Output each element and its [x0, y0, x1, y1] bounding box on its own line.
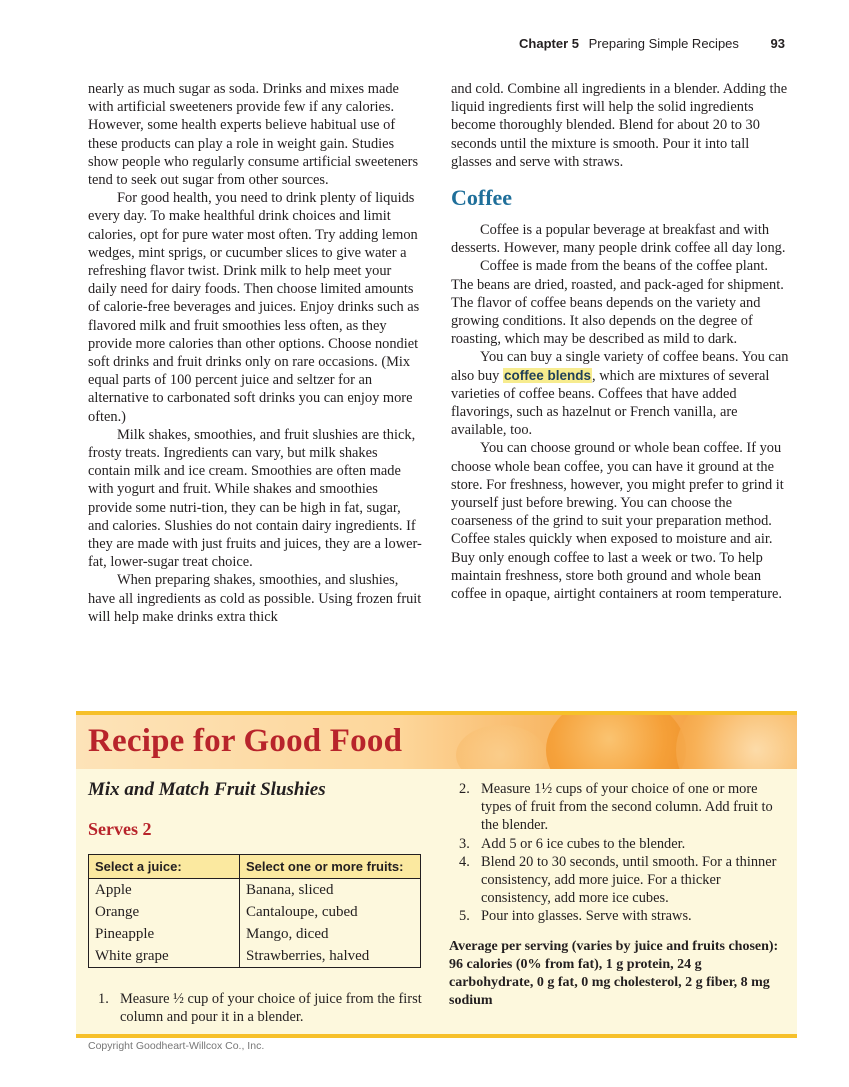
copyright-footer: Copyright Goodheart-Willcox Co., Inc. — [88, 1040, 265, 1052]
recipe-step — [449, 835, 784, 853]
table-cell: Mango, diced — [240, 923, 421, 945]
ingredient-table — [88, 854, 421, 968]
step-number: 4. — [459, 853, 470, 870]
table-cell: White grape — [89, 945, 240, 968]
step-number: 2. — [459, 781, 470, 797]
recipe-title: Mix and Match Fruit Slushies — [88, 779, 326, 800]
paragraph: Coffee is a popular beverage at breakfast and with desserts. However, many people drink coffee all day long. — [451, 222, 786, 257]
step-text: Pour into glasses. Serve with straws. — [481, 908, 692, 925]
recipe-steps — [449, 780, 784, 926]
nutrition-info: Average per serving (varies by juice and fruits chosen): 96 calories (0% from fat), 1 g protein, 24 g carbohydrate, 0 g fat, 0 mg cholesterol, 2 g fiber, 8 mg sodium — [449, 938, 779, 1009]
section-heading-coffee: Coffee — [451, 185, 513, 211]
paragraph — [451, 348, 791, 439]
recipe-step — [449, 780, 784, 835]
table-cell: Pineapple — [89, 923, 240, 945]
orange-slice-image — [676, 715, 797, 769]
table-cell: Banana, sliced — [240, 879, 421, 902]
table-row — [89, 923, 421, 945]
recipe-step — [449, 907, 784, 925]
recipe-step — [88, 990, 423, 1026]
recipe-box — [76, 711, 797, 1038]
page-number: 93 — [770, 36, 785, 51]
paragraph: and cold. Combine all ingredients in a blender. Adding the liquid ingredients first will help the solid ingredients become thoroughly blended. Blend for about 20 to 30 seconds until the mixture is smooth. Pour it into tall glasses and serve with straws. — [451, 81, 788, 170]
running-header — [519, 36, 785, 51]
recipe-banner — [76, 715, 797, 769]
step-number: 5. — [459, 908, 470, 925]
step-number: 3. — [459, 835, 470, 852]
step-text: Blend 20 to 30 seconds, until smooth. For a thinner consistency, add more juice. For a thicker consistency, add more ice cubes. — [481, 853, 777, 907]
recipe-right-column — [449, 780, 784, 1010]
orange-slice-image — [456, 725, 546, 769]
right-column — [451, 80, 791, 603]
paragraph: Milk shakes, smoothies, and fruit slushies are thick, frosty treats. Ingredients can vary, but milk shakes contain milk and ice cream. Smoothies are often made with yogurt and fruit. While shakes and smoothies provide some nutri-tion, they can be high in fat, sugar, and calories. Slushies do not contain dairy ingredients. If they are made with just fruits and juices, they are a lower-fat, lower-sugar treat choice. — [88, 426, 422, 571]
table-header-row — [89, 855, 421, 879]
table-row — [89, 901, 421, 923]
table-cell: Strawberries, halved — [240, 945, 421, 968]
left-column — [88, 80, 423, 626]
recipe-left-column — [88, 779, 423, 1026]
chapter-title: Preparing Simple Recipes — [588, 36, 739, 51]
step-text: Measure 1½ cups of your choice of one or more types of fruit from the second column. Add fruit to the blender. — [481, 781, 773, 834]
chapter-label: Chapter 5 — [519, 36, 579, 51]
paragraph: Coffee is made from the beans of the coffee plant. The beans are dried, roasted, and pack-aged for shipment. The flavor of coffee beans depends on the variety and growing conditions. It also depends on the degree of roasting, which may be described as mild to dark. — [451, 258, 784, 348]
banner-title: Recipe for Good Food — [88, 723, 403, 759]
table-row — [89, 879, 421, 902]
recipe-steps — [88, 990, 423, 1026]
text-span: , which are mixtures of several varieties of coffee beans. Coffees that have added flavorings, such as hazelnut or French vanilla, are available, too. — [451, 367, 770, 439]
table-row — [89, 945, 421, 968]
step-text: Measure ½ cup of your choice of juice from the first column and pour it in a blender. — [120, 991, 422, 1026]
paragraph: You can choose ground or whole bean coffee. If you choose whole bean coffee, you can have it ground at the store. For freshness, however, you might prefer to grind it yourself just before brewing. You can choose the coarseness of the grind to suit your preparation method. Coffee stales quickly when exposed to moisture and air. Buy only enough coffee to last a week or two. To help maintain freshness, store both ground and whole bean coffee in opaque, airtight containers at room temperature. — [451, 440, 784, 603]
table-header-juice: Select a juice: — [89, 855, 240, 879]
step-text: Add 5 or 6 ice cubes to the blender. — [481, 835, 686, 852]
table-header-fruits: Select one or more fruits: — [240, 855, 421, 879]
paragraph: When preparing shakes, smoothies, and slushies, have all ingredients as cold as possible. Using frozen fruit will help make drinks extra thick — [88, 572, 422, 625]
recipe-step — [449, 853, 784, 908]
paragraph: For good health, you need to drink plenty of liquids every day. To make healthful drink choices and limit calories, opt for pure water most often. Try adding lemon wedges, mint sprigs, or cucumber slices to give water a refreshing flavor twist. Drink milk to help meet your daily need for dairy foods. Then choose limited amounts of calorie-free beverages and juices. Enjoy drinks such as flavored milk and fruit smoothies less often, as they provide more calories than other options. Choose nondiet soft drinks and fruit drinks only on rare occasions. (Mix equal parts of 100 percent juice and seltzer for an alternative to carbonated soft drinks you can enjoy more often.) — [88, 190, 420, 425]
recipe-serves: Serves 2 — [88, 819, 152, 839]
glossary-term-coffee-blends[interactable]: coffee blends — [503, 367, 591, 383]
table-cell: Apple — [89, 879, 240, 902]
step-number: 1. — [98, 991, 109, 1007]
table-cell: Cantaloupe, cubed — [240, 901, 421, 923]
orange-slice-image — [546, 715, 686, 769]
paragraph: nearly as much sugar as soda. Drinks and mixes made with artificial sweeteners provide few if any calories. However, some health experts believe habitual use of these products can play a role in weight gain. Studies show people who regularly consume artificial sweeteners tend to seek out sugar from other sources. — [88, 81, 419, 189]
table-cell: Orange — [89, 901, 240, 923]
text-span: You can buy a single variety of coffee beans. You can also buy — [451, 349, 789, 384]
